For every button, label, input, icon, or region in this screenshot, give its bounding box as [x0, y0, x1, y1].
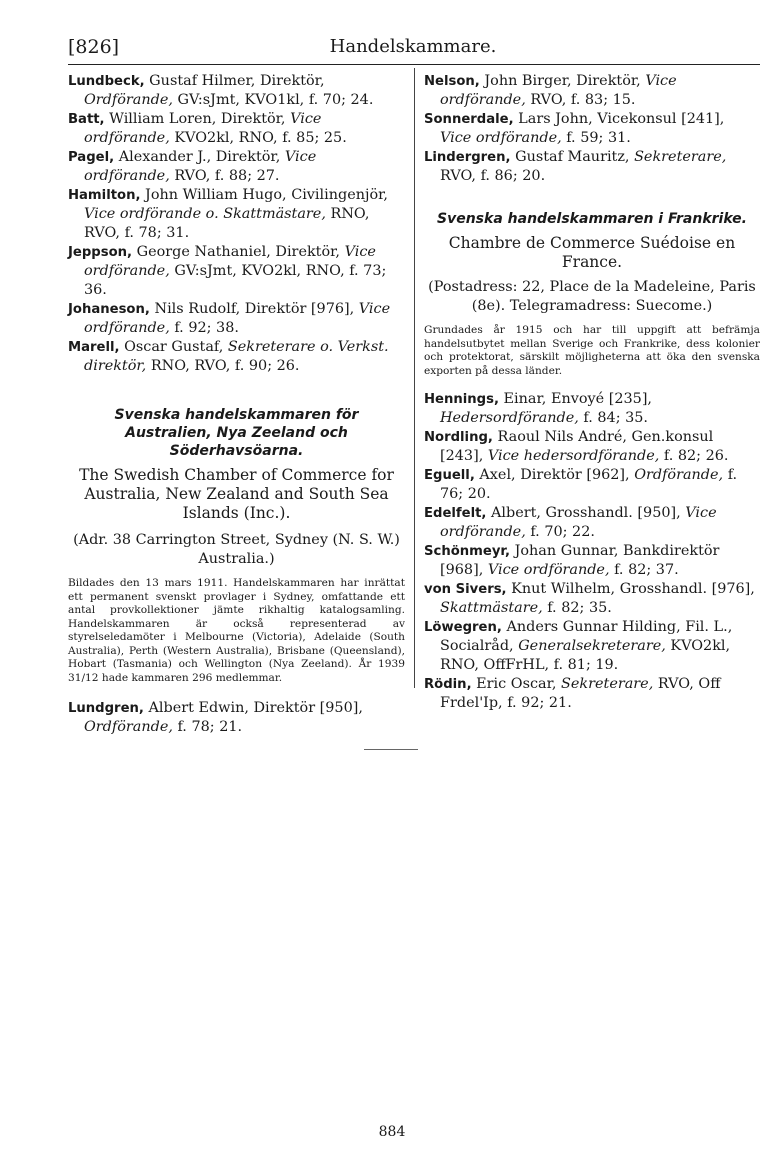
- section-address-australia: (Adr. 38 Carrington Street, Sydney (N. S. W.) Australia.): [73, 532, 400, 567]
- entry-role: Vice ordförande,: [84, 149, 317, 184]
- entry-name: Eguell,: [424, 468, 475, 483]
- entry-name: Pagel,: [68, 150, 115, 165]
- entry-details: RVO, f. 83; 15.: [525, 92, 636, 108]
- entry-name: Löwegren,: [424, 620, 502, 635]
- page-header: [68, 36, 758, 66]
- entry-details: RVO, Off Frdel'Ip, f. 92; 21.: [440, 676, 721, 711]
- entry-details: RVO, f. 88; 27.: [169, 168, 280, 184]
- entry-details: f. 82; 35.: [542, 600, 612, 616]
- entry-role: Generalsekreterare,: [518, 638, 666, 654]
- directory-entry: [424, 580, 760, 618]
- header-rule: [68, 64, 760, 65]
- entry-name: Nelson,: [424, 74, 480, 89]
- entry-name: Lundgren,: [68, 701, 144, 716]
- entry-text: Gustaf Hilmer, Direktör,: [144, 73, 325, 89]
- entry-role: Ordförande,: [634, 467, 724, 483]
- entry-name: Jeppson,: [68, 245, 133, 260]
- entry-role: Vice ordförande,: [84, 111, 322, 146]
- entry-name: Sonnerdale,: [424, 112, 514, 127]
- entry-role: Vice ordförande,: [84, 301, 391, 336]
- entry-details: KVO2kl, RNO, OffFrHL, f. 81; 19.: [440, 638, 731, 673]
- right-column: [424, 72, 760, 713]
- entry-details: f. 82; 26.: [659, 448, 729, 464]
- section-title-australia: Svenska handelskammaren för Australien, Nya Zeeland och Söderhavsöarna.: [114, 407, 359, 459]
- entry-role: Sekreterare,: [561, 676, 654, 692]
- entry-role: Vice ordförande o. Skattmästare,: [84, 206, 326, 222]
- entry-name: Lundbeck,: [68, 74, 145, 89]
- directory-entry: [424, 542, 760, 580]
- entry-role: Vice ordförande,: [440, 130, 562, 146]
- section-note-france: Grundades år 1915 och har till uppgift att befrämja handelsutbytet mellan Sverige och Frankrike, dess kolonier och protektorat, särskilt möjligheterna att öka den svenska exporten på dessa länder.: [424, 324, 760, 377]
- section-end-rule: [364, 749, 418, 750]
- entry-role: Vice ordförande,: [487, 562, 610, 578]
- entry-role: Ordförande,: [84, 92, 173, 108]
- directory-entry: [68, 148, 405, 186]
- entry-role: Sekreterare,: [634, 149, 727, 165]
- entry-details: RNO, RVO, f. 90; 26.: [146, 358, 300, 374]
- entry-name: Johaneson,: [68, 302, 150, 317]
- section-subtitle-france: Chambre de Commerce Suédoise en France.: [448, 234, 736, 271]
- entry-role: Hedersordförande,: [440, 410, 579, 426]
- entry-details: RVO, f. 86; 20.: [440, 168, 546, 184]
- entry-role: Vice hedersordförande,: [487, 448, 660, 464]
- entry-name: Hennings,: [424, 392, 499, 407]
- entry-text: Albert Edwin, Direktör [950],: [143, 700, 363, 716]
- entry-text: Einar, Envoyé [235],: [498, 391, 653, 407]
- section-note-australia: Bildades den 13 mars 1911. Handelskammaren har inrättat ett permanent svenskt provlager i Sydney, omfattande ett antal provkollektioner jämte rikhaltig katalogsamling. Handelskammaren är också representerad av styrelseledamöter i Melbourne (Victoria), Adelaide (South Australia), Perth (Western Australia), Brisbane (Queensland), Hobart (Tasmania) och Wellington (Nya Zeeland). År 1939 31/12 hade kammaren 296 medlemmar.: [68, 577, 405, 684]
- entry-name: Marell,: [68, 340, 120, 355]
- entry-text: Nils Rudolf, Direktör [976],: [149, 301, 359, 317]
- entry-details: f. 59; 31.: [561, 130, 631, 146]
- entry-details: f. 84; 35.: [578, 410, 648, 426]
- entry-name: Rödin,: [424, 677, 472, 692]
- entry-role: Ordförande,: [84, 719, 173, 735]
- directory-entry: [68, 72, 405, 110]
- entry-role: Sekreterare o. Verkst. direktör,: [84, 339, 389, 374]
- entry-details: KVO2kl, RNO, f. 85; 25.: [169, 130, 347, 146]
- directory-entry: [424, 466, 760, 504]
- entry-role: Vice ordförande,: [84, 244, 376, 279]
- section-subtitle-australia: The Swedish Chamber of Commerce for Australia, New Zealand and South Sea Islands (Inc.).: [79, 466, 394, 522]
- entry-name: Hamilton,: [68, 188, 141, 203]
- directory-entry: [424, 110, 760, 148]
- entry-name: Schönmeyr,: [424, 544, 511, 559]
- directory-entry: [424, 428, 760, 466]
- running-title: Handelskammare.: [329, 36, 497, 57]
- entry-name: Batt,: [68, 112, 105, 127]
- directory-entry: [68, 110, 405, 148]
- entry-text: Raoul Nils André, Gen.konsul [243],: [440, 429, 714, 464]
- entry-role: Skattmästare,: [440, 600, 543, 616]
- entry-details: GV:sJmt, KVO2kl, RNO, f. 73; 36.: [84, 263, 387, 298]
- entry-text: John Birger, Direktör,: [479, 73, 646, 89]
- entry-name: Edelfelt,: [424, 506, 487, 521]
- entry-text: Oscar Gustaf,: [119, 339, 228, 355]
- entry-text: William Loren, Direktör,: [104, 111, 291, 127]
- column-divider: [414, 68, 415, 688]
- entry-text: George Nathaniel, Direktör,: [132, 244, 345, 260]
- entry-text: Lars John, Vicekonsul [241],: [513, 111, 725, 127]
- directory-entry: [424, 504, 760, 542]
- directory-entry: [424, 618, 760, 675]
- directory-entry: [68, 186, 405, 243]
- entry-details: RNO, RVO, f. 78; 31.: [84, 206, 370, 241]
- directory-entry: [424, 675, 760, 713]
- page-reference: [826]: [68, 36, 120, 58]
- directory-entry: [68, 338, 405, 376]
- entry-role: Vice ordförande,: [440, 73, 677, 108]
- directory-entry: [424, 72, 760, 110]
- entry-text: Alexander J., Direktör,: [114, 149, 285, 165]
- entry-role: Vice ordförande,: [440, 505, 717, 540]
- entry-text: Gustaf Mauritz,: [510, 149, 635, 165]
- directory-entry: [68, 300, 405, 338]
- entry-details: f. 70; 22.: [525, 524, 595, 540]
- directory-entry: [424, 390, 760, 428]
- entry-text: Anders Gunnar Hilding, Fil. L., Socialråd,: [440, 619, 733, 654]
- entry-text: Eric Oscar,: [471, 676, 562, 692]
- left-column: [68, 72, 405, 737]
- directory-entry: [424, 148, 760, 186]
- page-number: 884: [378, 1124, 406, 1140]
- directory-entry: [68, 699, 405, 737]
- entry-details: f. 82; 37.: [609, 562, 679, 578]
- entry-text: Johan Gunnar, Bankdirektör [968],: [440, 543, 720, 578]
- entry-text: Albert, Grosshandl. [950],: [486, 505, 686, 521]
- entry-text: John William Hugo, Civilingenjör,: [140, 187, 389, 203]
- entry-text: Knut Wilhelm, Grosshandl. [976],: [506, 581, 755, 597]
- section-title-france: Svenska handelskammaren i Frankrike.: [437, 211, 747, 227]
- section-address-france: (Postadress: 22, Place de la Madeleine, Paris (8e). Telegramadress: Suecome.): [428, 279, 756, 314]
- entry-name: Nordling,: [424, 430, 493, 445]
- entry-name: von Sivers,: [424, 582, 507, 597]
- entry-details: f. 78; 21.: [172, 719, 243, 735]
- entry-details: f. 92; 38.: [169, 320, 239, 336]
- entry-text: Axel, Direktör [962],: [474, 467, 635, 483]
- entry-details: GV:sJmt, KVO1kl, f. 70; 24.: [172, 92, 374, 108]
- entry-details: f. 76; 20.: [440, 467, 738, 502]
- directory-entry: [68, 243, 405, 300]
- entry-name: Lindergren,: [424, 150, 511, 165]
